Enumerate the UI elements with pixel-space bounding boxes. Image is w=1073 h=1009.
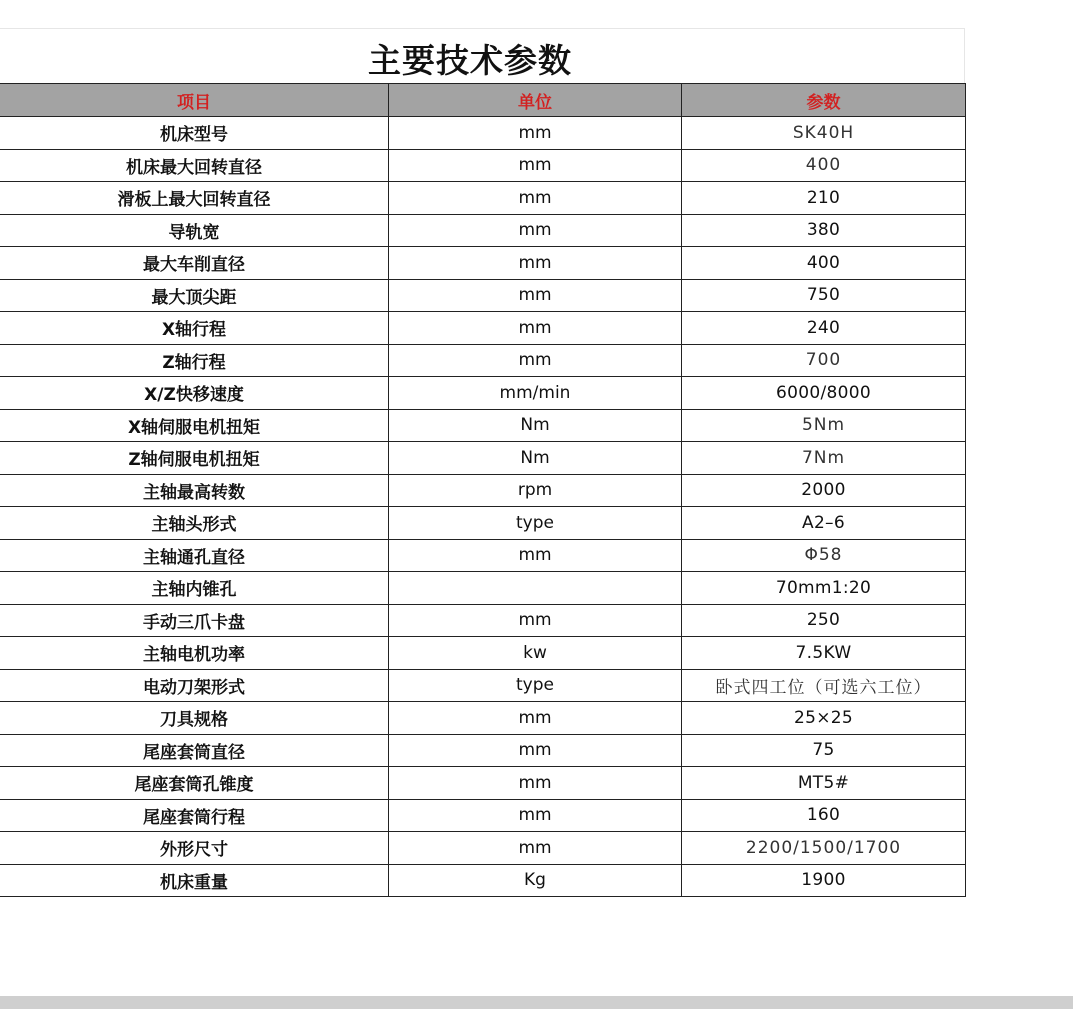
item-cell: 主轴电机功率 xyxy=(0,637,389,670)
table-row xyxy=(0,864,966,897)
item-cell: 刀具规格 xyxy=(0,702,389,735)
table-row xyxy=(0,669,966,702)
unit-cell: mm xyxy=(389,149,682,182)
item-cell: 最大车削直径 xyxy=(0,247,389,280)
value-cell: 750 xyxy=(682,279,966,312)
value-cell: 5Nm xyxy=(682,409,966,442)
table-row xyxy=(0,182,966,215)
value-cell: 400 xyxy=(682,247,966,280)
unit-cell: mm xyxy=(389,604,682,637)
unit-cell: type xyxy=(389,669,682,702)
unit-cell: Nm xyxy=(389,409,682,442)
unit-cell: Kg xyxy=(389,864,682,897)
unit-cell: mm xyxy=(389,539,682,572)
unit-cell: mm xyxy=(389,279,682,312)
value-cell: 卧式四工位（可选六工位） xyxy=(682,669,966,702)
item-cell: 主轴内锥孔 xyxy=(0,572,389,605)
header-value: 参数 xyxy=(682,84,966,117)
item-cell: Z轴伺服电机扭矩 xyxy=(0,442,389,475)
item-cell: 外形尺寸 xyxy=(0,832,389,865)
value-cell: 75 xyxy=(682,734,966,767)
table-row xyxy=(0,734,966,767)
item-cell: 尾座套筒孔锥度 xyxy=(0,767,389,800)
header-unit: 单位 xyxy=(389,84,682,117)
unit-cell: mm xyxy=(389,117,682,150)
table-row xyxy=(0,214,966,247)
table-row xyxy=(0,604,966,637)
unit-cell: mm xyxy=(389,832,682,865)
table-row xyxy=(0,377,966,410)
value-cell: 2000 xyxy=(682,474,966,507)
value-cell: 240 xyxy=(682,312,966,345)
item-cell: 机床最大回转直径 xyxy=(0,149,389,182)
table-body xyxy=(0,117,966,897)
unit-cell: mm xyxy=(389,767,682,800)
title-box xyxy=(0,28,965,83)
item-cell: 机床重量 xyxy=(0,864,389,897)
table-row xyxy=(0,539,966,572)
value-cell: Φ58 xyxy=(682,539,966,572)
table-row xyxy=(0,279,966,312)
unit-cell: rpm xyxy=(389,474,682,507)
value-cell: 7.5KW xyxy=(682,637,966,670)
value-cell: 160 xyxy=(682,799,966,832)
value-cell: 6000/8000 xyxy=(682,377,966,410)
page-title: 主要技术参数 xyxy=(368,41,572,80)
item-cell: 滑板上最大回转直径 xyxy=(0,182,389,215)
table-row xyxy=(0,474,966,507)
value-cell: A2–6 xyxy=(682,507,966,540)
unit-cell: mm xyxy=(389,312,682,345)
table-row xyxy=(0,507,966,540)
table-header-row xyxy=(0,84,966,117)
unit-cell: mm/min xyxy=(389,377,682,410)
table-row xyxy=(0,637,966,670)
value-cell: 7Nm xyxy=(682,442,966,475)
unit-cell xyxy=(389,572,682,605)
item-cell: X/Z快移速度 xyxy=(0,377,389,410)
item-cell: 机床型号 xyxy=(0,117,389,150)
item-cell: 最大顶尖距 xyxy=(0,279,389,312)
unit-cell: mm xyxy=(389,344,682,377)
item-cell: 主轴通孔直径 xyxy=(0,539,389,572)
spec-table xyxy=(0,83,966,897)
table-row xyxy=(0,799,966,832)
item-cell: 电动刀架形式 xyxy=(0,669,389,702)
value-cell: 1900 xyxy=(682,864,966,897)
unit-cell: mm xyxy=(389,247,682,280)
table-row xyxy=(0,767,966,800)
unit-cell: mm xyxy=(389,702,682,735)
value-cell: MT5# xyxy=(682,767,966,800)
table-row xyxy=(0,117,966,150)
value-cell: 380 xyxy=(682,214,966,247)
unit-cell: type xyxy=(389,507,682,540)
value-cell: 210 xyxy=(682,182,966,215)
item-cell: X轴行程 xyxy=(0,312,389,345)
table-row xyxy=(0,409,966,442)
value-cell: 700 xyxy=(682,344,966,377)
item-cell: 手动三爪卡盘 xyxy=(0,604,389,637)
unit-cell: mm xyxy=(389,182,682,215)
table-row xyxy=(0,832,966,865)
table-row xyxy=(0,572,966,605)
bottom-scroll-bar xyxy=(0,996,1073,1009)
table-row xyxy=(0,442,966,475)
value-cell: 250 xyxy=(682,604,966,637)
value-cell: 25×25 xyxy=(682,702,966,735)
item-cell: 主轴头形式 xyxy=(0,507,389,540)
header-item: 项目 xyxy=(0,84,389,117)
item-cell: 尾座套筒直径 xyxy=(0,734,389,767)
value-cell: 2200/1500/1700 xyxy=(682,832,966,865)
item-cell: 导轨宽 xyxy=(0,214,389,247)
table-row xyxy=(0,702,966,735)
table-row xyxy=(0,149,966,182)
value-cell: 400 xyxy=(682,149,966,182)
item-cell: 尾座套筒行程 xyxy=(0,799,389,832)
value-cell: SK40H xyxy=(682,117,966,150)
item-cell: 主轴最高转数 xyxy=(0,474,389,507)
unit-cell: kw xyxy=(389,637,682,670)
value-cell: 70mm1:20 xyxy=(682,572,966,605)
unit-cell: mm xyxy=(389,214,682,247)
table-row xyxy=(0,312,966,345)
table-row xyxy=(0,344,966,377)
unit-cell: mm xyxy=(389,799,682,832)
table-row xyxy=(0,247,966,280)
item-cell: Z轴行程 xyxy=(0,344,389,377)
unit-cell: mm xyxy=(389,734,682,767)
item-cell: X轴伺服电机扭矩 xyxy=(0,409,389,442)
unit-cell: Nm xyxy=(389,442,682,475)
spec-sheet xyxy=(0,28,965,906)
